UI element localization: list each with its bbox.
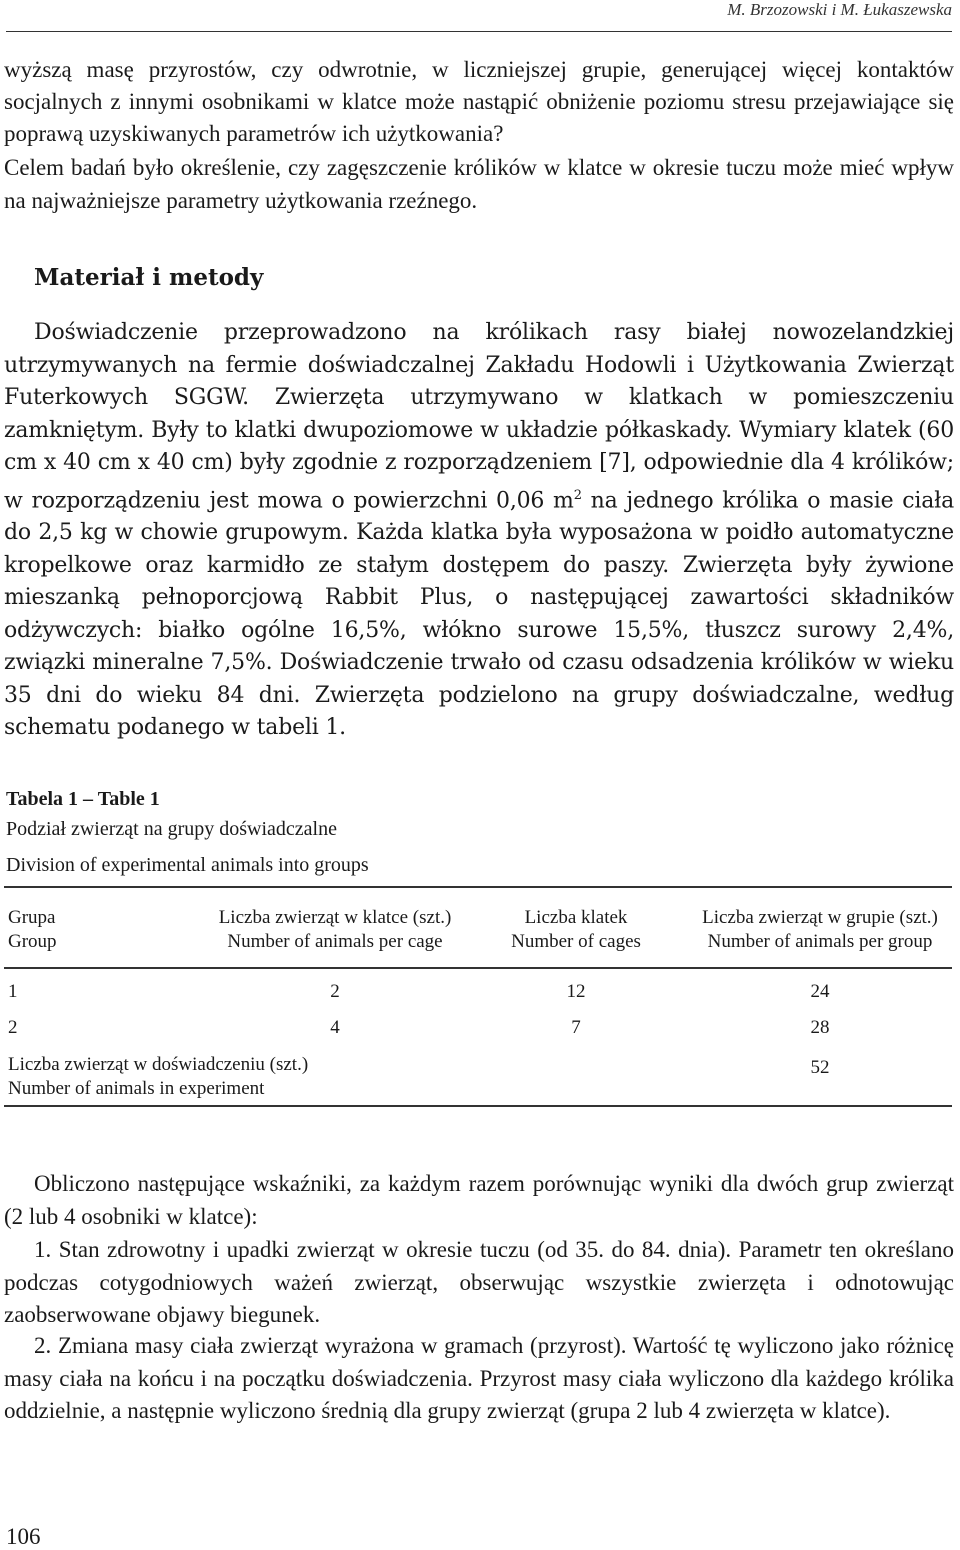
- paragraph-intro-question: wyższą masę przyrostów, czy odwrotnie, w liczniejszej grupie, generującej więcej kontaktów socjalnych z innymi osobnikami w klatce może nastąpić obniżenie poziomu stresu przejawiające się poprawą uzyskiwanych parametrów ich użytkowania?: [4, 57, 954, 146]
- header-divider: [6, 31, 952, 32]
- header-label-en: Number of animals per group: [707, 931, 933, 952]
- table-cell-animals-per-group: 24: [810, 981, 830, 1002]
- list-item-body-weight-change: 2. Zmiana masy ciała zwierząt wyrażona w gramach (przyrost). Wartość tę wyliczono jako różnicę masy ciała na końcu i na początku doświadczenia. Przyrost masy ciała wyliczono dla każdego królika oddzielnie, a następnie wyliczono średnią dla grupy zwierząt (grupa 2 lub 4 zwierzęta w klatce).: [4, 1333, 954, 1423]
- table-header-animals-per-cage: [170, 906, 500, 954]
- paragraph-indicators-intro: Obliczono następujące wskaźniki, za każdym razem porównując wyniki dla dwóch grup zwierząt (2 lub 4 osobniki w klatce):: [4, 1171, 954, 1229]
- header-label-pl: Liczba zwierząt w klatce (szt.): [218, 907, 452, 928]
- table-header-number-of-cages: [488, 906, 664, 954]
- running-header-author: M. Brzozowski i M. Łukaszewska: [727, 0, 952, 19]
- table-bottom-rule: [4, 1105, 952, 1107]
- table-cell-group: 2: [8, 1017, 18, 1038]
- list-item-health-status: 1. Stan zdrowotny i upadki zwierząt w okresie tuczu (od 35. do 84. dnia). Parametr ten określano podczas cotygodniowych ważeń zwierząt, obserwując wszystkie zwierzęta i odnotowując zaobserwowane objawy biegunek.: [4, 1237, 954, 1327]
- table-cell-animals-per-group: 28: [810, 1017, 830, 1038]
- table-cell-animals-per-cage: 2: [330, 981, 340, 1002]
- methods-text-part2: na jednego królika o masie ciała do 2,5 kg w chowie grupowym. Każda klatka była wyposażona w poidło automatyczne kropelkowe oraz karmidło ze stałym dostępem do paszy. Zwierzęta były żywione mieszanką pełnoporcjową Rabbit Plus, o następującej zawartości składników odżywczych: białko ogólne 16,5%, włókno surowe 15,5%, tłuszcz surowy 2,4%, związki mineralne 7,5%. Doświadczenie trwało od czasu odsadzenia królików w wieku 35 dni do wieku 84 dni. Zwierzęta podzielono na grupy doświadczalne, według schematu podanego w tabeli 1.: [4, 487, 954, 741]
- table-header-rule: [4, 967, 952, 969]
- page-number: 106: [6, 1524, 41, 1549]
- header-label-en: Number of animals per cage: [227, 931, 443, 952]
- paragraph-methods: [4, 317, 954, 745]
- header-label-pl: Liczba zwierząt w grupie (szt.): [702, 907, 938, 928]
- table-total-label: [8, 1053, 308, 1101]
- header-label-en: Number of cages: [511, 931, 641, 952]
- superscript-squared: 2: [573, 487, 582, 503]
- table-header-group: [8, 906, 57, 954]
- table-title-polish: Podział zwierząt na grupy doświadczalne: [6, 818, 337, 840]
- methods-text-part1: Doświadczenie przeprowadzono na królikach rasy białej nowozelandzkiej utrzymywanych na fermie doświadczalnej Zakładu Hodowli i Użytkowania Zwierząt Futerkowych SGGW. Zwierzęta utrzymywano w klatkach w pomieszczeniu zamkniętym. Były to klatki dwupoziomowe w układzie półkaskady. Wymiary klatek (60 cm x 40 cm x 40 cm) były zgodnie z rozporządzeniem [7], odpowiednie dla 4 królików; w rozporządzeniu jest mowa o powierzchni 0,06 m: [4, 320, 954, 513]
- table-total-value: 52: [810, 1057, 830, 1078]
- total-label-en: Number of animals in experiment: [8, 1078, 265, 1099]
- header-label-pl: Liczba klatek: [524, 907, 628, 928]
- header-label-en: Group: [8, 931, 57, 952]
- table-cell-number-of-cages: 7: [571, 1017, 581, 1038]
- table-cell-group: 1: [8, 981, 18, 1002]
- header-label-pl: Grupa: [8, 907, 56, 928]
- table-label: Tabela 1 – Table 1: [6, 788, 160, 810]
- section-heading-methods: Materiał i metody: [34, 264, 264, 291]
- table-cell-number-of-cages: 12: [566, 981, 586, 1002]
- table-title-english: Division of experimental animals into groups: [6, 854, 369, 876]
- table-top-rule: [4, 886, 952, 888]
- paragraph-research-aim: Celem badań było określenie, czy zagęszczenie królików w klatce w okresie tuczu może mieć wpływ na najważniejsze parametry użytkowania rzeźnego.: [4, 155, 954, 213]
- table-cell-animals-per-cage: 4: [330, 1017, 340, 1038]
- table-header-animals-per-group: [676, 906, 960, 954]
- total-label-pl: Liczba zwierząt w doświadczeniu (szt.): [8, 1054, 309, 1075]
